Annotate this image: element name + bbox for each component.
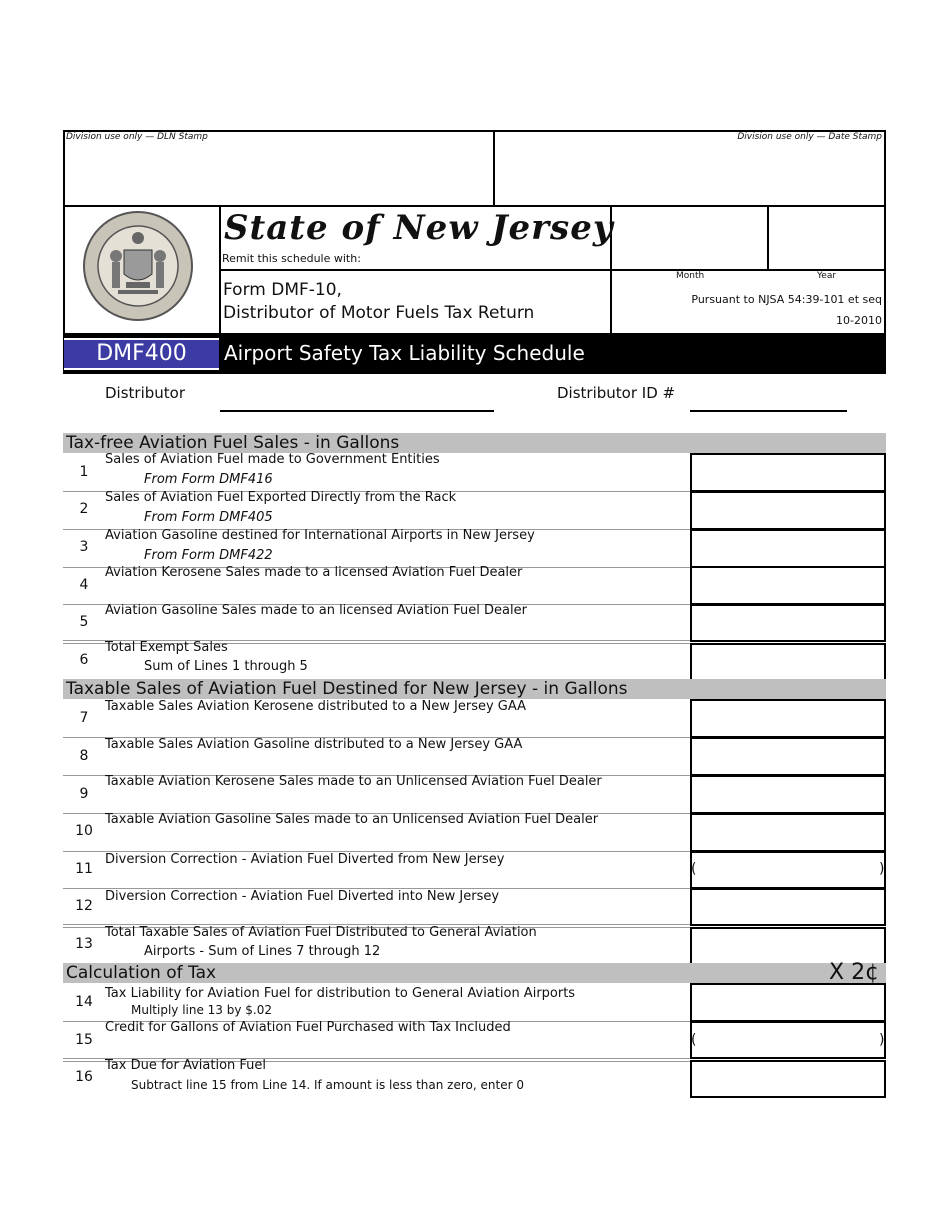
row-text: Aviation Gasoline Sales made to an licensed Aviation Fuel Dealer [105, 603, 527, 618]
row-num: 5 [79, 614, 89, 630]
revision-text: 10-2010 [836, 314, 882, 327]
paren-open: ( [691, 861, 697, 877]
row-num: 6 [79, 652, 89, 668]
answer-box-6[interactable] [690, 643, 886, 681]
section-tax-free: Tax-free Aviation Fuel Sales - in Gallons [63, 433, 886, 453]
row-sub: Subtract line 15 from Line 14. If amount is less than zero, enter 0 [131, 1078, 524, 1092]
stamp-divider [493, 130, 495, 207]
form-code-badge [64, 338, 219, 370]
answer-box-1[interactable] [690, 453, 886, 492]
row-sub: Airports - Sum of Lines 7 through 12 [144, 944, 381, 959]
row-sub: From Form DMF405 [144, 510, 273, 525]
row-num: 12 [75, 898, 93, 914]
answer-box-12[interactable] [690, 888, 886, 926]
row-num: 7 [79, 710, 89, 726]
distributor-label: Distributor [105, 384, 186, 402]
row-text: Total Exempt Sales [105, 640, 228, 655]
row-text: Credit for Gallons of Aviation Fuel Purchased with Tax Included [105, 1020, 511, 1035]
month-label: Month [676, 271, 705, 281]
row-num: 11 [75, 861, 93, 877]
form-line2: Distributor of Motor Fuels Tax Return [223, 303, 535, 323]
section-calculation: Calculation of Tax [63, 963, 886, 983]
row-sub: Multiply line 13 by $.02 [131, 1003, 273, 1017]
answer-box-11[interactable] [690, 851, 886, 889]
remit-label: Remit this schedule with: [222, 252, 361, 265]
row-text: Diversion Correction - Aviation Fuel Diverted from New Jersey [105, 852, 505, 867]
answer-box-4[interactable] [690, 566, 886, 605]
row-text: Diversion Correction - Aviation Fuel Diverted into New Jersey [105, 889, 500, 904]
answer-box-2[interactable] [690, 491, 886, 530]
answer-box-5[interactable] [690, 604, 886, 642]
row-num: 10 [75, 823, 93, 839]
row-sub: From Form DMF416 [144, 472, 273, 487]
tax-rate: X 2¢ [829, 960, 880, 985]
row-text: Taxable Sales Aviation Kerosene distributed to a New Jersey GAA [105, 699, 527, 714]
seal-text [0, 0, 1, 1]
row-text: Taxable Aviation Kerosene Sales made to an Unlicensed Aviation Fuel Dealer [105, 774, 602, 789]
row-num: 15 [75, 1032, 93, 1048]
answer-box-15[interactable] [690, 1021, 886, 1059]
distributor-id-label: Distributor ID # [557, 384, 676, 402]
row-text: Aviation Gasoline destined for International Airports in New Jersey [105, 528, 535, 543]
row-num: 8 [79, 748, 89, 764]
state-title: State of New Jersey [224, 208, 614, 248]
row-num: 13 [75, 936, 93, 952]
paren-open: ( [691, 1032, 697, 1048]
row-num: 4 [79, 577, 89, 593]
header-mid-line [219, 269, 886, 271]
row-sub: From Form DMF422 [144, 548, 273, 563]
row-num: 3 [79, 539, 89, 555]
answer-box-7[interactable] [690, 699, 886, 738]
row-text: Tax Liability for Aviation Fuel for distribution to General Aviation Airports [105, 986, 576, 1001]
row-text: Sales of Aviation Fuel Exported Directly from the Rack [105, 490, 457, 505]
paren-close: ) [879, 861, 885, 877]
answer-box-16[interactable] [690, 1060, 886, 1098]
row-text: Tax Due for Aviation Fuel [105, 1058, 267, 1073]
distributor-id-field[interactable] [690, 410, 847, 412]
row-sub: Sum of Lines 1 through 5 [144, 659, 308, 674]
distributor-field[interactable] [220, 410, 494, 412]
statute-text: Pursuant to NJSA 54:39-101 et seq [691, 293, 882, 306]
row-text: Taxable Aviation Gasoline Sales made to an Unlicensed Aviation Fuel Dealer [105, 812, 599, 827]
row-text: Aviation Kerosene Sales made to a licensed Aviation Fuel Dealer [105, 565, 523, 580]
row-num: 14 [75, 994, 93, 1010]
row-text: Sales of Aviation Fuel made to Government Entities [105, 452, 440, 467]
schedule-title: Airport Safety Tax Liability Schedule [224, 341, 585, 365]
row-text: Total Taxable Sales of Aviation Fuel Distributed to General Aviation [105, 925, 537, 940]
answer-box-8[interactable] [690, 737, 886, 776]
header-divider-month-year [767, 205, 769, 271]
row-num: 1 [79, 464, 89, 480]
answer-box-10[interactable] [690, 813, 886, 852]
paren-close: ) [879, 1032, 885, 1048]
year-label: Year [817, 271, 837, 281]
date-stamp-label: Division use only — Date Stamp [737, 132, 882, 142]
form-line1: Form DMF-10, [223, 280, 342, 300]
row-num: 16 [75, 1069, 93, 1085]
row-num: 2 [79, 501, 89, 517]
section-taxable: Taxable Sales of Aviation Fuel Destined for New Jersey - in Gallons [63, 679, 886, 699]
answer-box-9[interactable] [690, 775, 886, 814]
answer-box-14[interactable] [690, 983, 886, 1022]
form-code: DMF400 [96, 341, 187, 366]
state-seal-icon [82, 210, 194, 322]
row-num: 9 [79, 786, 89, 802]
row-text: Taxable Sales Aviation Gasoline distributed to a New Jersey GAA [105, 737, 523, 752]
dln-stamp-label: Division use only — DLN Stamp [66, 132, 208, 142]
answer-box-3[interactable] [690, 529, 886, 568]
